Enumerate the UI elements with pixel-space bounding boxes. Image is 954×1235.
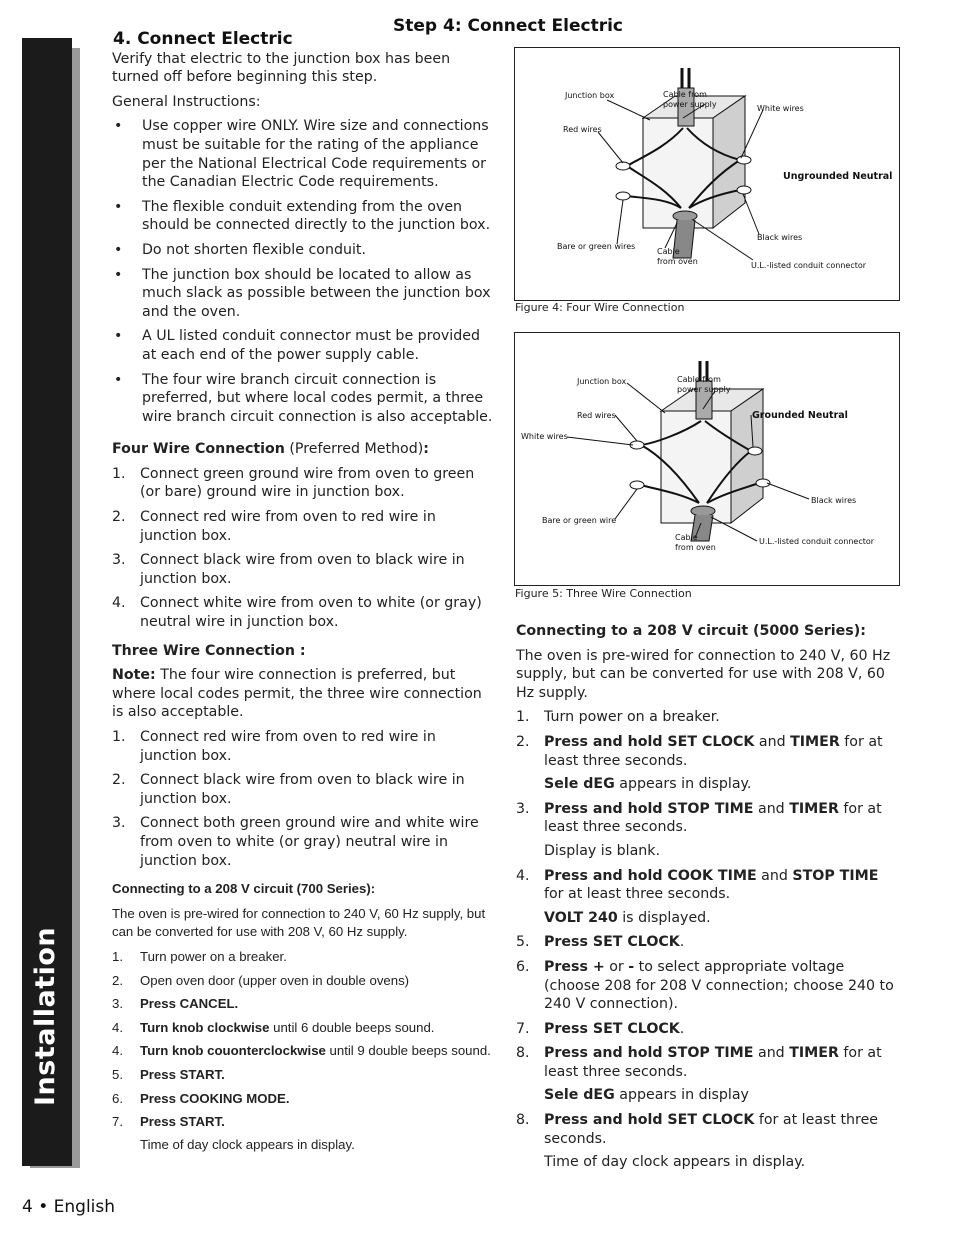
step-bold: Press and hold STOP TIME bbox=[544, 800, 754, 817]
fig4-label-white-wires: White wires bbox=[757, 104, 804, 113]
sidebar-tab-label-wrap bbox=[22, 38, 72, 1166]
series5000-steps-d bbox=[516, 933, 901, 1081]
step-text: and bbox=[756, 867, 793, 884]
fig4-label-black-wires: Black wires bbox=[757, 233, 803, 242]
step-text: Connect red wire from oven to red wire in junction box. bbox=[140, 509, 436, 544]
step-number: 6. bbox=[516, 958, 530, 975]
fig4-label-cable-oven-2: from oven bbox=[657, 257, 698, 266]
step-number: 1. bbox=[516, 709, 530, 726]
list-item bbox=[516, 958, 901, 1014]
sidebar-tab-label: Installation bbox=[30, 926, 61, 1106]
list-item bbox=[112, 771, 497, 808]
figure-5-diagram bbox=[515, 333, 899, 585]
figure-5-caption: Figure 5: Three Wire Connection bbox=[515, 587, 692, 600]
note-label: Note: bbox=[112, 667, 156, 684]
step-number: 4. bbox=[112, 1019, 123, 1035]
bullet-icon: • bbox=[114, 328, 123, 345]
step-note bbox=[516, 775, 901, 794]
step-text: Turn power on a breaker. bbox=[140, 948, 287, 964]
series700-section bbox=[112, 880, 497, 1154]
list-item bbox=[516, 867, 901, 904]
four-wire-heading bbox=[112, 440, 497, 459]
step-bold: Turn knob couonterclockwise bbox=[140, 1043, 326, 1059]
three-wire-note bbox=[112, 666, 497, 722]
step-bold: Press COOKING MODE. bbox=[140, 1090, 290, 1106]
intro-text: Verify that electric to the junction box has been turned off before beginning this step. bbox=[112, 50, 451, 86]
figure-5-frame bbox=[514, 332, 900, 586]
fig5-label-neutral: Grounded Neutral bbox=[752, 410, 848, 421]
step-number: 2. bbox=[516, 733, 530, 750]
series5000-steps-c bbox=[516, 867, 901, 904]
bullet-icon: • bbox=[114, 198, 123, 215]
list-item bbox=[112, 551, 497, 588]
right-column bbox=[516, 622, 901, 1178]
list-item bbox=[112, 1090, 497, 1109]
bullet-icon: • bbox=[114, 371, 123, 388]
step-bold: Press START. bbox=[140, 1114, 225, 1130]
step-bold: Press and hold SET CLOCK bbox=[544, 1112, 755, 1129]
left-column bbox=[112, 30, 497, 1160]
step-text: for at least three seconds. bbox=[544, 886, 731, 903]
fig5-label-black-wires: Black wires bbox=[811, 496, 857, 505]
step-number: 3. bbox=[516, 800, 530, 817]
step-text: . bbox=[679, 934, 685, 951]
list-item bbox=[112, 594, 497, 631]
step-note bbox=[516, 1086, 901, 1105]
list-item bbox=[516, 1044, 901, 1081]
step-text: Connect black wire from oven to black wire in junction box. bbox=[140, 552, 465, 587]
step-note bbox=[516, 909, 901, 928]
step-text: Connect black wire from oven to black wire in junction box. bbox=[140, 772, 465, 807]
step-text: for at least three seconds. bbox=[544, 733, 883, 769]
step-text: Connect red wire from oven to red wire in junction box. bbox=[140, 729, 436, 764]
list-item-text: Use copper wire ONLY. Wire size and connections must be suitable for the rating of the appliance per the National Electrical Code requirements or the Canadian Electric Code requirements. bbox=[142, 118, 489, 191]
general-instructions-list bbox=[112, 117, 497, 426]
list-item-text: The four wire branch circuit connection is preferred, but where local codes permit, a three wire branch circuit connection is also acceptable. bbox=[142, 371, 493, 425]
list-item bbox=[112, 1019, 497, 1038]
step-number: 1. bbox=[112, 948, 123, 964]
step-text: until 6 double beeps sound. bbox=[269, 1019, 435, 1035]
fig5-label-red-wires: Red wires bbox=[577, 411, 616, 420]
list-item bbox=[112, 972, 497, 991]
figure-4-caption: Figure 4: Four Wire Connection bbox=[515, 301, 685, 314]
general-instructions-label: General Instructions: bbox=[112, 93, 261, 110]
fig5-label-bare-green: Bare or green wire bbox=[542, 516, 617, 525]
fig4-label-cable-power-2: power supply bbox=[663, 100, 717, 109]
step-number: 4. bbox=[516, 867, 530, 884]
fig5-label-cable-oven-1: Cable bbox=[675, 533, 698, 542]
four-wire-steps bbox=[112, 465, 497, 632]
fig4-label-connector: U.L.-listed conduit connector bbox=[751, 261, 867, 270]
step-number: 3. bbox=[112, 815, 126, 832]
series5000-steps-e bbox=[516, 1111, 901, 1148]
fig4-label-cable-oven-1: Cable bbox=[657, 247, 680, 256]
step-bold: Press SET CLOCK bbox=[544, 934, 680, 951]
step-number: 8. bbox=[516, 1112, 530, 1129]
figure-4-frame bbox=[514, 47, 900, 301]
step-number: 4. bbox=[112, 595, 126, 612]
list-item bbox=[112, 995, 497, 1014]
display-text: Sele dEG bbox=[544, 1087, 615, 1104]
series5000-closing: Time of day clock appears in display. bbox=[544, 1154, 806, 1171]
list-item-text: A UL listed conduit connector must be provided at each end of the power supply cable. bbox=[142, 328, 480, 363]
list-item bbox=[112, 948, 497, 967]
step-number: 2. bbox=[112, 772, 126, 789]
four-wire-heading-colon: : bbox=[423, 441, 429, 458]
four-wire-heading-bold: Four Wire Connection bbox=[112, 441, 285, 458]
step-note: Display is blank. bbox=[544, 842, 661, 859]
series5000-steps bbox=[516, 708, 901, 770]
list-item bbox=[112, 508, 497, 545]
step-number: 1. bbox=[112, 465, 126, 482]
step-bold: STOP TIME bbox=[792, 867, 879, 884]
step-text: to select appropriate voltage (choose 208 for 208 V connection; choose 240 to 240 V connection). bbox=[544, 958, 894, 1013]
step-number: 7. bbox=[516, 1020, 530, 1037]
bullet-icon: • bbox=[114, 266, 123, 283]
fig5-label-cable-power-1: Cable from bbox=[677, 375, 721, 384]
step-number: 3. bbox=[112, 552, 126, 569]
step-bold: Press START. bbox=[140, 1066, 225, 1082]
step-bold: Press SET CLOCK bbox=[544, 1020, 680, 1037]
section-title: 4. Connect Electric bbox=[113, 29, 293, 49]
step-bold: Press and hold SET CLOCK bbox=[544, 733, 755, 750]
fig4-label-junction-box: Junction box bbox=[565, 91, 615, 100]
step-text: or bbox=[604, 958, 629, 975]
fig4-label-cable-power-1: Cable from bbox=[663, 90, 707, 99]
series5000-heading: Connecting to a 208 V circuit (5000 Series): bbox=[516, 623, 866, 639]
step-text: and bbox=[753, 800, 790, 817]
step-text: Connect white wire from oven to white (or gray) neutral wire in junction box. bbox=[140, 595, 482, 631]
list-item bbox=[112, 266, 497, 322]
series5000-steps-b bbox=[516, 800, 901, 837]
fig5-label-cable-power-2: power supply bbox=[677, 385, 731, 394]
list-item bbox=[112, 814, 497, 870]
step-number: 5. bbox=[112, 1066, 123, 1082]
step-text: is displayed. bbox=[617, 909, 711, 926]
fig5-label-junction-box: Junction box bbox=[577, 377, 627, 386]
series700-closing: Time of day clock appears in display. bbox=[140, 1136, 355, 1152]
step-text: appears in display bbox=[614, 1087, 749, 1104]
list-item bbox=[112, 1113, 497, 1132]
display-text: Sele dEG bbox=[544, 776, 615, 793]
step-bold: Press + bbox=[544, 958, 605, 975]
step-text: and bbox=[753, 1045, 790, 1062]
fig4-label-neutral: Ungrounded Neutral bbox=[783, 171, 893, 182]
step-bold: Press and hold STOP TIME bbox=[544, 1045, 754, 1062]
list-item bbox=[112, 327, 497, 364]
series700-intro: The oven is pre-wired for connection to 240 V, 60 Hz supply, but can be converted for use with 208 V, 60 Hz supply. bbox=[112, 905, 486, 940]
three-wire-heading: Three Wire Connection : bbox=[112, 642, 306, 659]
fig4-label-red-wires: Red wires bbox=[563, 125, 602, 134]
step-number: 1. bbox=[112, 729, 126, 745]
step-text: Connect both green ground wire and white wire from oven to white (or gray) neutral wire in junction box. bbox=[140, 815, 479, 869]
step-title: Step 4: Connect Electric bbox=[393, 16, 624, 36]
list-item bbox=[516, 708, 901, 727]
step-bold: Turn knob clockwise bbox=[140, 1019, 270, 1035]
step-text: Open oven door (upper oven in double ovens) bbox=[140, 972, 410, 988]
step-text: . bbox=[679, 1020, 685, 1037]
list-item bbox=[112, 241, 497, 260]
note-text: The four wire connection is preferred, but where local codes permit, the three wire connection is also acceptable. bbox=[112, 667, 482, 721]
list-item bbox=[112, 198, 497, 235]
step-number: 6. bbox=[112, 1090, 123, 1106]
list-item-text: The flexible conduit extending from the oven should be connected directly to the junction box. bbox=[142, 198, 491, 234]
step-number: 4. bbox=[112, 1043, 123, 1059]
list-item-text: The junction box should be located to allow as much slack as possible between the junction box and the oven. bbox=[142, 266, 491, 320]
step-number: 2. bbox=[112, 972, 123, 988]
series700-heading: Connecting to a 208 V circuit (700 Series): bbox=[112, 881, 376, 897]
fig5-label-cable-oven-2: from oven bbox=[675, 543, 716, 552]
fig4-label-bare-green: Bare or green wires bbox=[557, 242, 636, 251]
step-number: 8. bbox=[516, 1045, 530, 1062]
list-item bbox=[112, 728, 497, 765]
step-bold: Press CANCEL. bbox=[140, 996, 239, 1012]
step-text: for at least three seconds. bbox=[544, 1112, 879, 1147]
list-item bbox=[112, 117, 497, 191]
step-bold: Press and hold COOK TIME bbox=[544, 867, 757, 884]
step-text: for at least three seconds. bbox=[544, 800, 882, 836]
list-item bbox=[112, 1066, 497, 1085]
step-number: 3. bbox=[112, 996, 123, 1012]
bullet-icon: • bbox=[114, 118, 123, 135]
series700-steps bbox=[112, 948, 497, 1132]
list-item bbox=[516, 1111, 901, 1148]
step-number: 2. bbox=[112, 509, 126, 526]
list-item bbox=[516, 733, 901, 770]
step-number: 5. bbox=[516, 934, 530, 951]
four-wire-heading-normal: (Preferred Method) bbox=[284, 441, 424, 458]
step-bold: TIMER bbox=[790, 733, 840, 750]
list-item bbox=[516, 1020, 901, 1039]
fig5-label-connector: U.L.-listed conduit connector bbox=[759, 537, 875, 546]
list-item bbox=[516, 800, 901, 837]
figure-4-diagram bbox=[515, 48, 899, 300]
step-text: until 9 double beeps sound. bbox=[325, 1043, 491, 1059]
list-item bbox=[112, 465, 497, 502]
step-text: appears in display. bbox=[614, 776, 752, 793]
display-text: VOLT 240 bbox=[544, 909, 618, 926]
step-text: Turn power on a breaker. bbox=[544, 709, 720, 726]
step-bold: - bbox=[628, 958, 635, 975]
list-item bbox=[112, 1042, 497, 1061]
step-number: 7. bbox=[112, 1114, 123, 1130]
list-item bbox=[112, 371, 497, 427]
step-bold: TIMER bbox=[789, 800, 839, 817]
bullet-icon: • bbox=[114, 241, 123, 258]
step-bold: TIMER bbox=[789, 1045, 839, 1062]
page-footer: 4 • English bbox=[22, 1197, 116, 1217]
step-text: for at least three seconds. bbox=[544, 1045, 882, 1080]
three-wire-steps bbox=[112, 728, 497, 870]
list-item bbox=[516, 933, 901, 952]
list-item-text: Do not shorten flexible conduit. bbox=[142, 241, 366, 258]
step-text: and bbox=[754, 733, 791, 750]
step-text: Connect green ground wire from oven to green (or bare) ground wire in junction box. bbox=[140, 465, 475, 501]
fig5-label-white-wires: White wires bbox=[521, 432, 568, 441]
series5000-intro: The oven is pre-wired for connection to 240 V, 60 Hz supply, but can be converted for use with 208 V, 60 Hz supply. bbox=[516, 647, 891, 701]
